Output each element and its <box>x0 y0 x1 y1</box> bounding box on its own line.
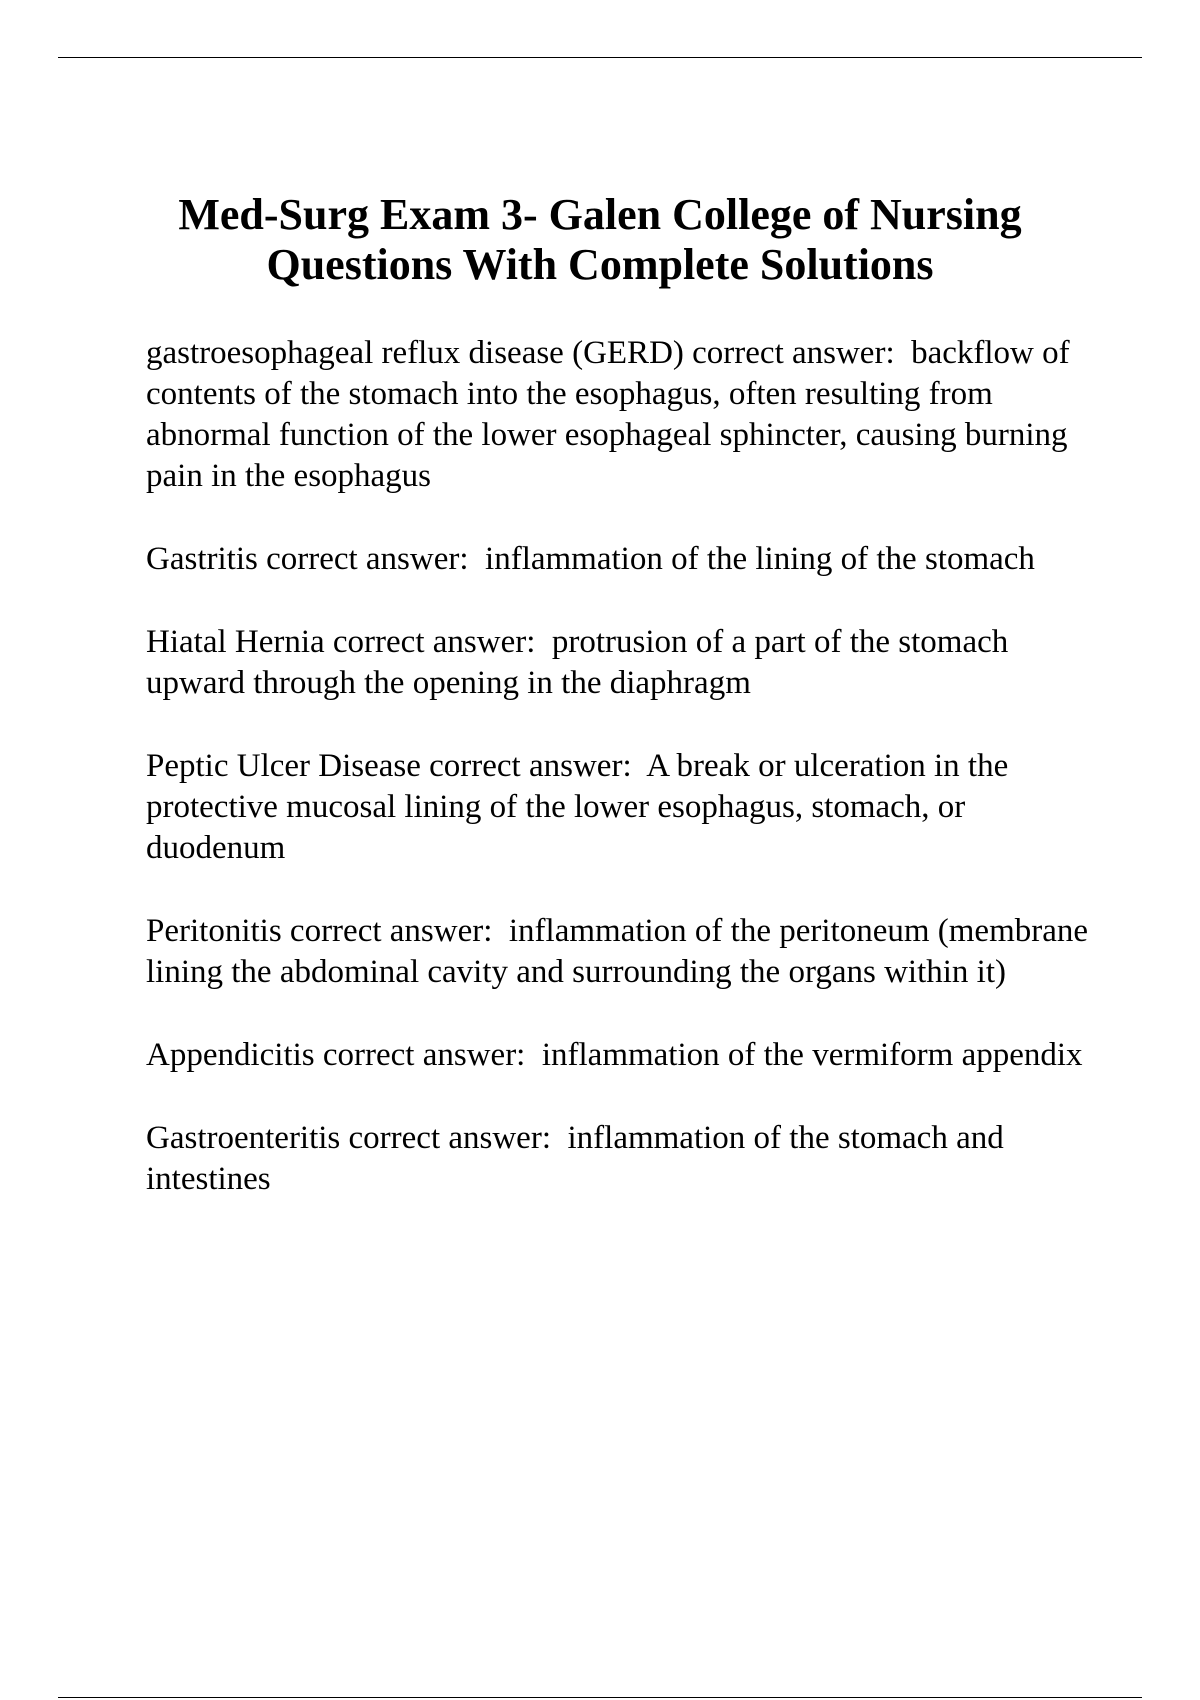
entry-appendicitis: Appendicitis correct answer: inflammation of the vermiform appendix <box>146 1037 1083 1073</box>
entry-peptic-ulcer: Peptic Ulcer Disease correct answer: A break or ulceration in the protective mucosal lining of the lower esophagus, stomach, or duodenum <box>146 748 1017 866</box>
top-rule <box>58 57 1142 58</box>
title-line-1: Med-Surg Exam 3- Galen College of Nursing <box>178 190 1022 239</box>
entry-gerd: gastroesophageal reflux disease (GERD) correct answer: backflow of contents of the stomach into the esophagus, often resulting from abnormal function of the lower esophageal sphincter, causing burning pain in the esophagus <box>146 335 1078 494</box>
entry-hiatal-hernia: Hiatal Hernia correct answer: protrusion of a part of the stomach upward through the opening in the diaphragm <box>146 624 1017 701</box>
document-title <box>100 190 1100 290</box>
entry-peritonitis: Peritonitis correct answer: inflammation of the peritoneum (membrane lining the abdominal cavity and surrounding the organs within it) <box>146 913 1097 990</box>
title-line-2: Questions With Complete Solutions <box>266 240 934 289</box>
entry-gastroenteritis: Gastroenteritis correct answer: inflammation of the stomach and intestines <box>146 1120 1012 1197</box>
answer-list <box>146 333 1096 1242</box>
bottom-rule <box>58 1697 1142 1698</box>
entry-gastritis: Gastritis correct answer: inflammation of the lining of the stomach <box>146 541 1035 577</box>
